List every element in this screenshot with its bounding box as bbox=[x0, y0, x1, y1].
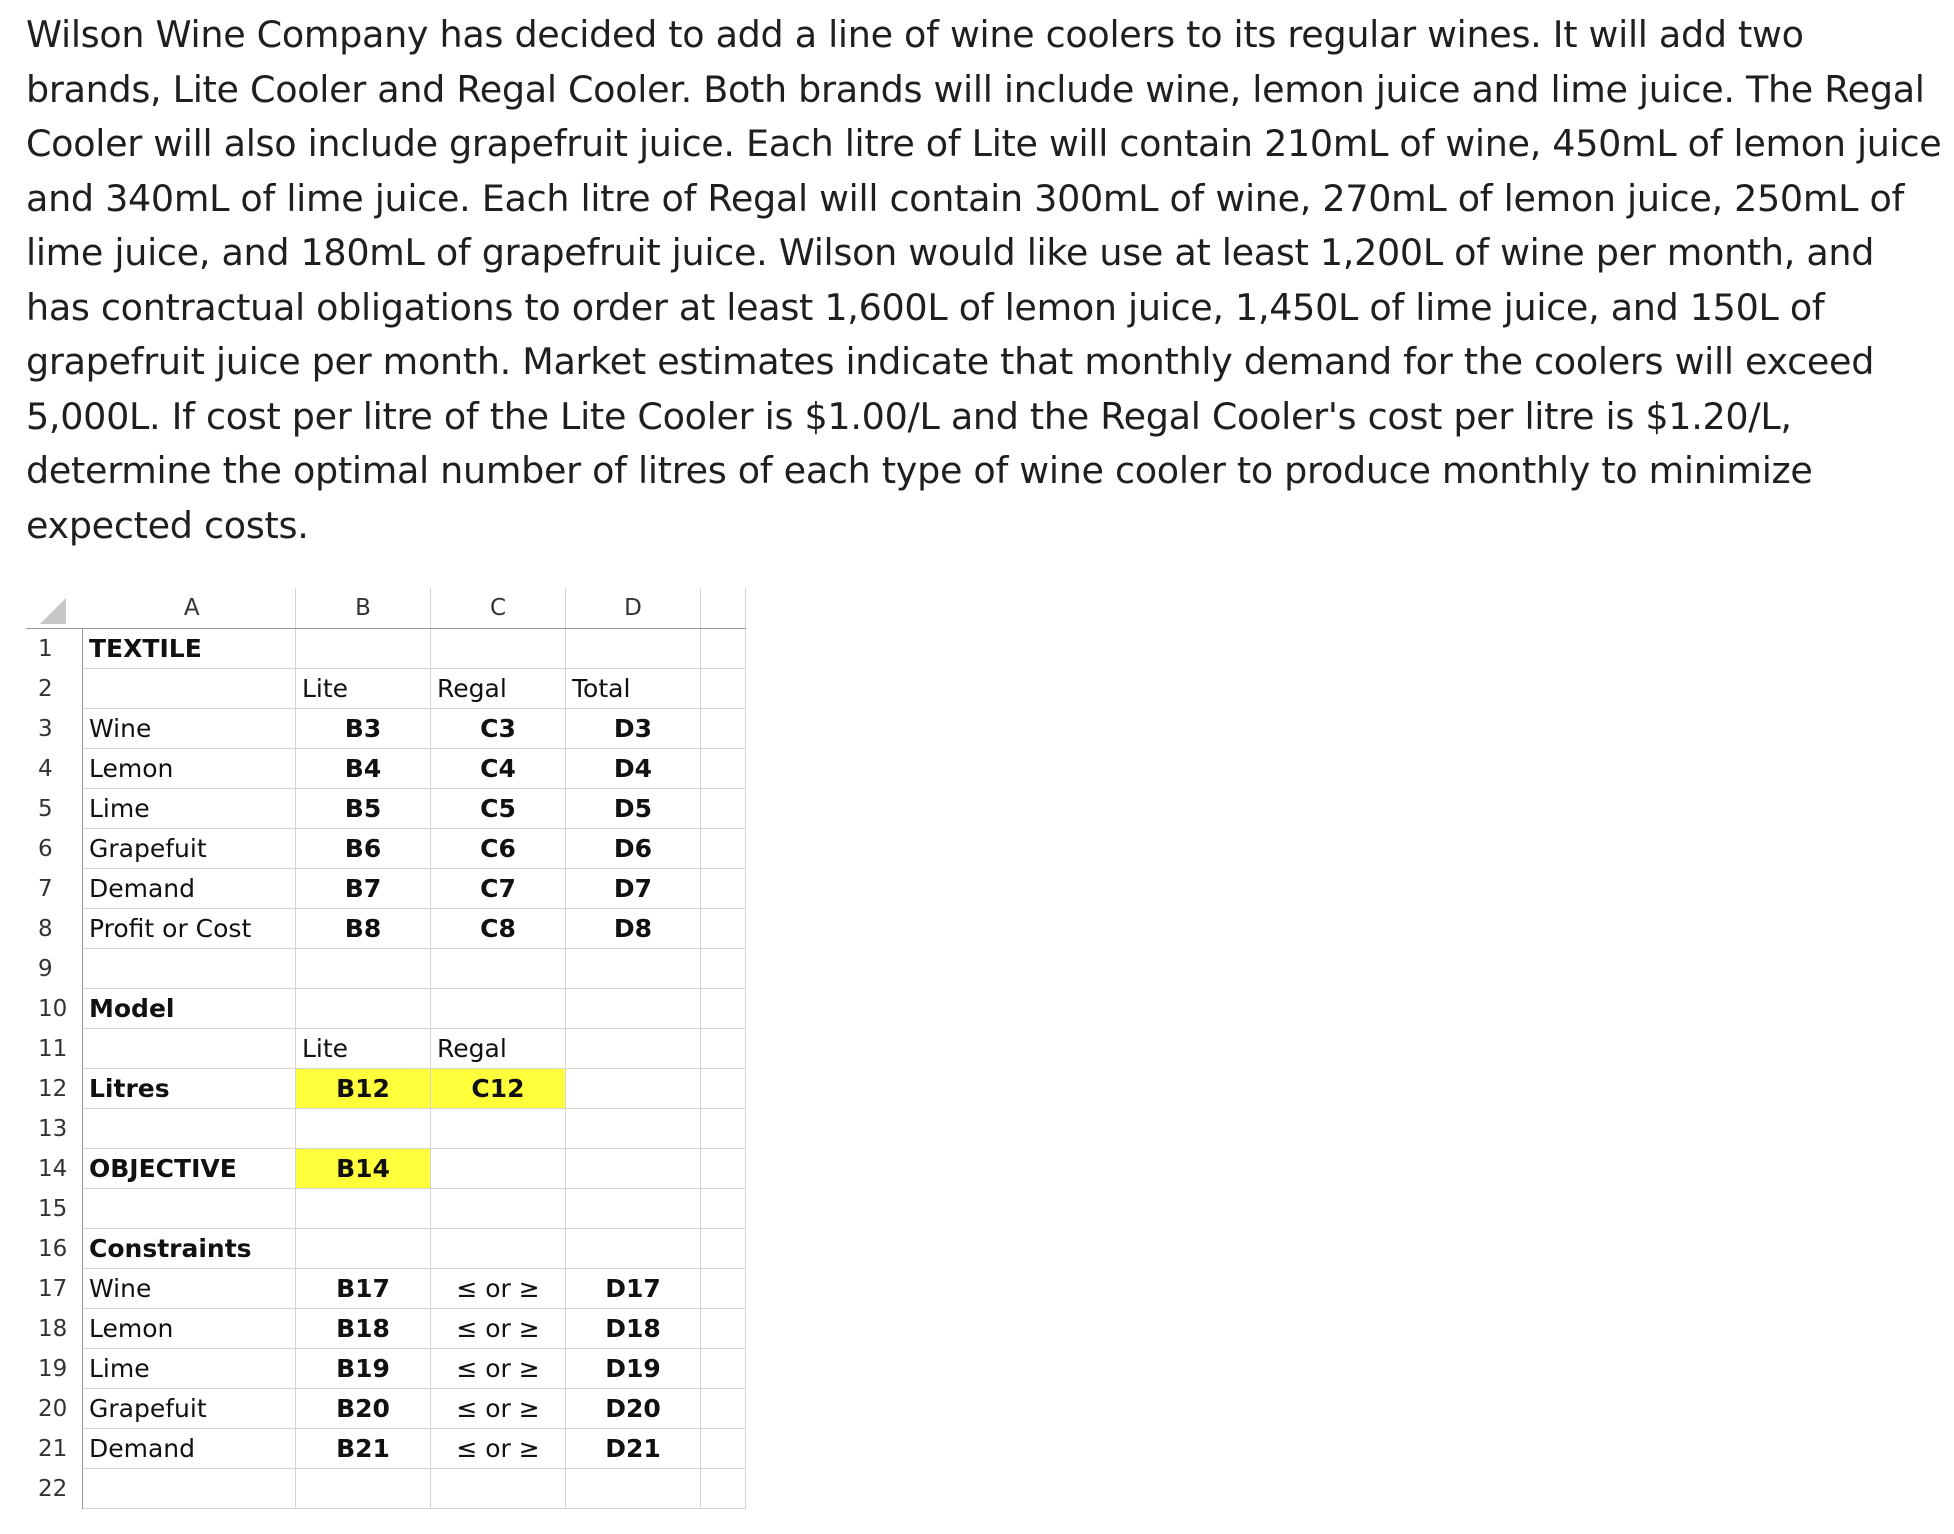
cell-c[interactable] bbox=[431, 1189, 566, 1229]
sheet-row bbox=[26, 949, 746, 989]
problem-line: 5,000L. If cost per litre of the Lite Cooler is $1.00/L and the Regal Cooler's cost per litre is $1.20/L, bbox=[26, 394, 1792, 438]
cell-a[interactable]: Lemon bbox=[83, 749, 296, 789]
cell-c[interactable]: C6 bbox=[431, 829, 566, 869]
cell-d[interactable]: D7 bbox=[566, 869, 701, 909]
cell-c[interactable]: ≤ or ≥ bbox=[431, 1389, 566, 1429]
problem-line: determine the optimal number of litres of each type of wine cooler to produce monthly to minimize bbox=[26, 449, 1813, 492]
cell-a[interactable]: Litres bbox=[83, 1069, 296, 1109]
cell-e[interactable] bbox=[701, 1109, 746, 1149]
sheet-row bbox=[26, 1469, 746, 1509]
row-header[interactable]: 8 bbox=[26, 909, 83, 949]
cell-c[interactable]: Regal bbox=[431, 669, 566, 709]
row-header[interactable]: 10 bbox=[26, 989, 83, 1029]
cell-a[interactable]: Grapefuit bbox=[83, 1389, 296, 1429]
cell-b[interactable] bbox=[296, 629, 431, 669]
sheet-row bbox=[26, 629, 746, 669]
cell-d[interactable]: D19 bbox=[566, 1349, 701, 1389]
sheet-row bbox=[26, 1229, 746, 1269]
cell-a[interactable]: Demand bbox=[83, 1429, 296, 1469]
cell-e[interactable] bbox=[701, 1389, 746, 1429]
cell-e[interactable] bbox=[701, 1429, 746, 1469]
cell-e[interactable] bbox=[701, 909, 746, 949]
cell-c[interactable]: C3 bbox=[431, 709, 566, 749]
sheet-row bbox=[26, 1389, 746, 1429]
cell-d[interactable]: D21 bbox=[566, 1429, 701, 1469]
cell-d[interactable]: D6 bbox=[566, 829, 701, 869]
cell-c[interactable] bbox=[431, 989, 566, 1029]
cell-d[interactable] bbox=[566, 949, 701, 989]
cell-b[interactable] bbox=[296, 1469, 431, 1509]
cell-e[interactable] bbox=[701, 829, 746, 869]
row-header[interactable]: 12 bbox=[26, 1069, 83, 1109]
problem-line: grapefruit juice per month. Market estimates indicate that monthly demand for the coolers will exceed bbox=[26, 340, 1875, 383]
cell-b[interactable]: B17 bbox=[296, 1269, 431, 1309]
cell-b[interactable] bbox=[296, 989, 431, 1029]
cell-e[interactable] bbox=[701, 1309, 746, 1349]
column-header-d[interactable]: D bbox=[566, 588, 701, 629]
cell-a[interactable]: Demand bbox=[83, 869, 296, 909]
cell-b[interactable]: B21 bbox=[296, 1429, 431, 1469]
sheet-row bbox=[26, 1349, 746, 1389]
sheet-row bbox=[26, 1109, 746, 1149]
cell-a[interactable]: Constraints bbox=[83, 1229, 296, 1269]
row-header[interactable]: 13 bbox=[26, 1109, 83, 1149]
sheet-row bbox=[26, 829, 746, 869]
cell-b[interactable] bbox=[296, 949, 431, 989]
cell-c[interactable]: ≤ or ≥ bbox=[431, 1309, 566, 1349]
problem-line: has contractual obligations to order at least 1,600L of lemon juice, 1,450L of lime juice, and 150L of bbox=[26, 285, 1825, 329]
problem-line: Wilson Wine Company has decided to add a line of wine coolers to its regular wines. It will add two bbox=[26, 13, 1804, 56]
cell-d[interactable]: D18 bbox=[566, 1309, 701, 1349]
cell-c[interactable]: C12 bbox=[431, 1069, 566, 1109]
cell-b[interactable]: B4 bbox=[296, 749, 431, 789]
cell-e[interactable] bbox=[701, 749, 746, 789]
cell-e[interactable] bbox=[701, 1189, 746, 1229]
cell-b[interactable]: B14 bbox=[296, 1149, 431, 1189]
cell-c[interactable]: ≤ or ≥ bbox=[431, 1349, 566, 1389]
spreadsheet bbox=[26, 588, 746, 1509]
cell-b[interactable] bbox=[296, 1109, 431, 1149]
cell-c[interactable] bbox=[431, 1109, 566, 1149]
cell-d[interactable] bbox=[566, 1149, 701, 1189]
sheet-row bbox=[26, 1149, 746, 1189]
problem-line: expected costs. bbox=[26, 503, 309, 547]
cell-c[interactable]: C5 bbox=[431, 789, 566, 829]
cell-b[interactable]: B20 bbox=[296, 1389, 431, 1429]
cell-b[interactable]: B18 bbox=[296, 1309, 431, 1349]
sheet-row bbox=[26, 669, 746, 709]
row-header[interactable]: 6 bbox=[26, 829, 83, 869]
cell-e[interactable] bbox=[701, 1149, 746, 1189]
cell-c[interactable] bbox=[431, 1229, 566, 1269]
cell-c[interactable] bbox=[431, 629, 566, 669]
row-header[interactable]: 15 bbox=[26, 1189, 83, 1229]
cell-a[interactable]: Lime bbox=[83, 1349, 296, 1389]
cell-e[interactable] bbox=[701, 709, 746, 749]
row-header[interactable]: 19 bbox=[26, 1349, 83, 1389]
row-header[interactable]: 21 bbox=[26, 1429, 83, 1469]
cell-b[interactable]: B5 bbox=[296, 789, 431, 829]
cell-b[interactable]: B19 bbox=[296, 1349, 431, 1389]
problem-line: Cooler will also include grapefruit juice. Each litre of Lite will contain 210mL of wine, 450mL of lemon juice bbox=[26, 122, 1942, 165]
cell-b[interactable] bbox=[296, 1229, 431, 1269]
cell-e[interactable] bbox=[701, 1069, 746, 1109]
cell-a[interactable] bbox=[83, 1469, 296, 1509]
row-header[interactable]: 5 bbox=[26, 789, 83, 829]
cell-a[interactable] bbox=[83, 949, 296, 989]
column-header-row bbox=[26, 588, 746, 629]
cell-a[interactable]: Lemon bbox=[83, 1309, 296, 1349]
cell-c[interactable] bbox=[431, 1469, 566, 1509]
row-header[interactable]: 3 bbox=[26, 709, 83, 749]
row-header[interactable]: 9 bbox=[26, 949, 83, 989]
cell-b[interactable]: B8 bbox=[296, 909, 431, 949]
cell-e[interactable] bbox=[701, 789, 746, 829]
cell-b[interactable]: B12 bbox=[296, 1069, 431, 1109]
sheet-row bbox=[26, 789, 746, 829]
cell-d[interactable] bbox=[566, 1189, 701, 1229]
cell-b[interactable]: Lite bbox=[296, 669, 431, 709]
cell-a[interactable]: OBJECTIVE bbox=[83, 1149, 296, 1189]
cell-e[interactable] bbox=[701, 1469, 746, 1509]
cell-d[interactable]: D17 bbox=[566, 1269, 701, 1309]
sheet-row bbox=[26, 989, 746, 1029]
cell-e[interactable] bbox=[701, 1349, 746, 1389]
sheet-row bbox=[26, 1029, 746, 1069]
cell-e[interactable] bbox=[701, 1029, 746, 1069]
cell-a[interactable]: Grapefuit bbox=[83, 829, 296, 869]
row-header[interactable]: 17 bbox=[26, 1269, 83, 1309]
row-header[interactable]: 1 bbox=[26, 629, 83, 669]
cell-d[interactable] bbox=[566, 1109, 701, 1149]
cell-d[interactable]: D8 bbox=[566, 909, 701, 949]
sheet-row bbox=[26, 1269, 746, 1309]
cell-e[interactable] bbox=[701, 989, 746, 1029]
cell-d[interactable]: D20 bbox=[566, 1389, 701, 1429]
cell-c[interactable]: ≤ or ≥ bbox=[431, 1429, 566, 1469]
cell-b[interactable]: B7 bbox=[296, 869, 431, 909]
cell-e[interactable] bbox=[701, 869, 746, 909]
cell-d[interactable] bbox=[566, 1229, 701, 1269]
cell-c[interactable]: C8 bbox=[431, 909, 566, 949]
column-header-a[interactable]: A bbox=[83, 588, 296, 629]
cell-b[interactable]: B6 bbox=[296, 829, 431, 869]
cell-d[interactable]: D4 bbox=[566, 749, 701, 789]
sheet-row bbox=[26, 1309, 746, 1349]
cell-d[interactable] bbox=[566, 1469, 701, 1509]
row-header[interactable]: 16 bbox=[26, 1229, 83, 1269]
cell-a[interactable]: Wine bbox=[83, 1269, 296, 1309]
row-header[interactable]: 20 bbox=[26, 1389, 83, 1429]
cell-e[interactable] bbox=[701, 949, 746, 989]
cell-d[interactable]: Total bbox=[566, 669, 701, 709]
cell-a[interactable]: TEXTILE bbox=[83, 629, 296, 669]
cell-c[interactable]: C4 bbox=[431, 749, 566, 789]
row-header[interactable]: 7 bbox=[26, 869, 83, 909]
cell-a[interactable] bbox=[83, 1029, 296, 1069]
problem-statement bbox=[26, 8, 1942, 553]
cell-c[interactable] bbox=[431, 949, 566, 989]
sheet-body bbox=[26, 629, 746, 1509]
cell-a[interactable] bbox=[83, 669, 296, 709]
cell-a[interactable] bbox=[83, 1109, 296, 1149]
column-header-c[interactable]: C bbox=[431, 588, 566, 629]
cell-b[interactable] bbox=[296, 1189, 431, 1229]
cell-e[interactable] bbox=[701, 1229, 746, 1269]
cell-b[interactable]: Lite bbox=[296, 1029, 431, 1069]
row-header[interactable]: 22 bbox=[26, 1469, 83, 1509]
problem-line: lime juice, and 180mL of grapefruit juice. Wilson would like use at least 1,200L of wine per month, and bbox=[26, 231, 1875, 274]
problem-line: brands, Lite Cooler and Regal Cooler. Both brands will include wine, lemon juice and lime juice. The Regal bbox=[26, 67, 1925, 111]
row-header[interactable]: 11 bbox=[26, 1029, 83, 1069]
problem-line: and 340mL of lime juice. Each litre of Regal will contain 300mL of wine, 270mL of lemon juice, 250mL of bbox=[26, 176, 1905, 220]
sheet-row bbox=[26, 1189, 746, 1229]
cell-c[interactable]: C7 bbox=[431, 869, 566, 909]
cell-d[interactable] bbox=[566, 629, 701, 669]
cell-a[interactable]: Wine bbox=[83, 709, 296, 749]
cell-d[interactable] bbox=[566, 1029, 701, 1069]
cell-e[interactable] bbox=[701, 1269, 746, 1309]
cell-a[interactable]: Lime bbox=[83, 789, 296, 829]
cell-a[interactable]: Profit or Cost bbox=[83, 909, 296, 949]
row-header[interactable]: 18 bbox=[26, 1309, 83, 1349]
sheet-row bbox=[26, 909, 746, 949]
cell-e[interactable] bbox=[701, 629, 746, 669]
sheet-row bbox=[26, 1429, 746, 1469]
cell-d[interactable] bbox=[566, 989, 701, 1029]
sheet-row bbox=[26, 749, 746, 789]
sheet-row bbox=[26, 1069, 746, 1109]
row-header[interactable]: 14 bbox=[26, 1149, 83, 1189]
cell-d[interactable]: D5 bbox=[566, 789, 701, 829]
cell-c[interactable] bbox=[431, 1149, 566, 1189]
row-header[interactable]: 2 bbox=[26, 669, 83, 709]
cell-d[interactable]: D3 bbox=[566, 709, 701, 749]
cell-c[interactable]: ≤ or ≥ bbox=[431, 1269, 566, 1309]
select-all-corner[interactable] bbox=[26, 588, 83, 629]
cell-a[interactable] bbox=[83, 1189, 296, 1229]
row-header[interactable]: 4 bbox=[26, 749, 83, 789]
cell-a[interactable]: Model bbox=[83, 989, 296, 1029]
column-header-b[interactable]: B bbox=[296, 588, 431, 629]
cell-e[interactable] bbox=[701, 669, 746, 709]
cell-d[interactable] bbox=[566, 1069, 701, 1109]
cell-b[interactable]: B3 bbox=[296, 709, 431, 749]
column-header-e[interactable] bbox=[701, 588, 746, 629]
sheet-row bbox=[26, 869, 746, 909]
cell-c[interactable]: Regal bbox=[431, 1029, 566, 1069]
sheet-row bbox=[26, 709, 746, 749]
